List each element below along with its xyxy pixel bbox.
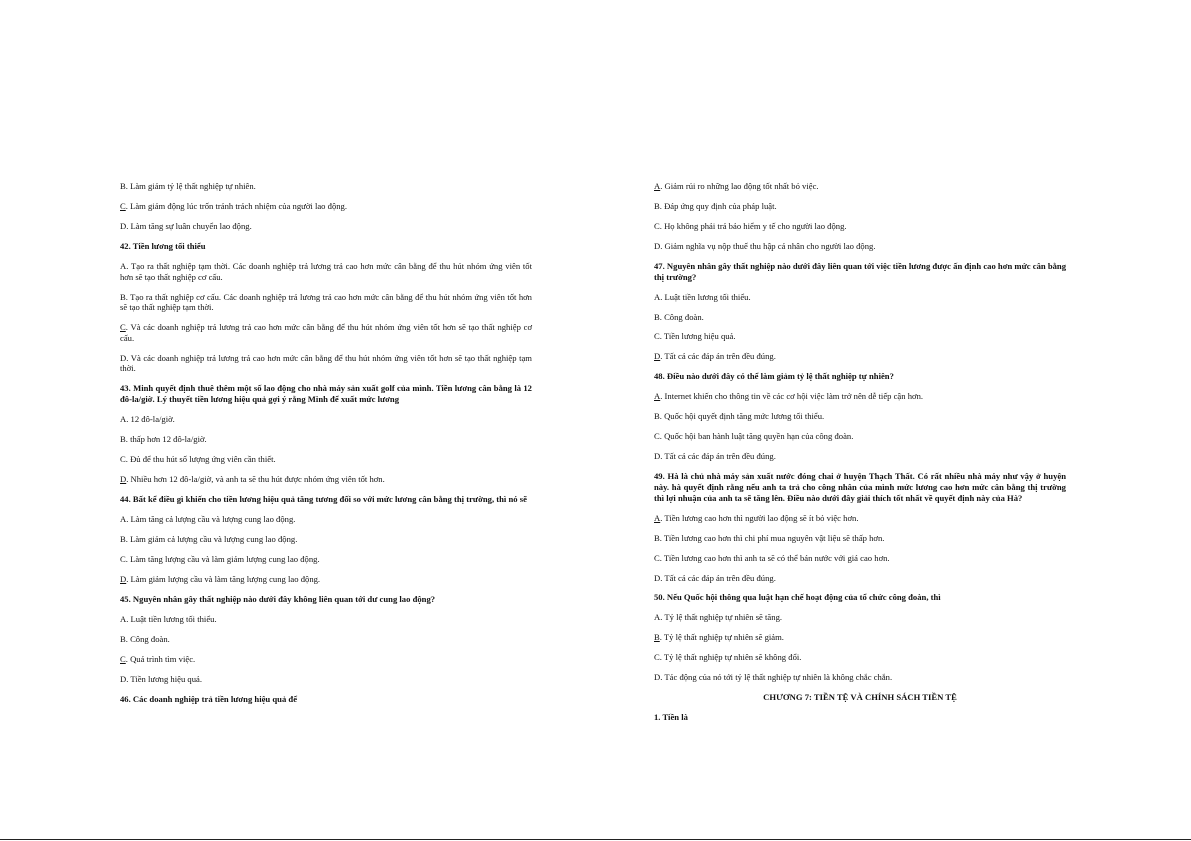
answer-option [654,351,1066,362]
option-letter: A [120,513,127,524]
option-letter: A [654,181,661,191]
answer-option [654,221,1066,232]
answer-option [120,534,532,545]
option-text: . Tiền lương cao hơn thì anh ta sẽ có thể bán nước với giá cao hơn. [659,552,890,563]
option-letter: B [120,181,126,191]
question-text: 42. Tiền lương tối thiểu [120,240,206,251]
option-text: . Tất cả các đáp án trên đều đúng. [660,451,776,462]
option-text: . Đủ để thu hút số lượng ứng viên cần thiết. [125,453,276,464]
option-text: . Nhiều hơn 12 đô-la/giờ, và anh ta sẽ thu hút được nhóm ứng viên tốt hơn. [126,473,385,484]
option-letter: D [654,240,661,251]
answer-option [654,331,1066,342]
option-letter: D [654,572,661,583]
question-text: 44. Bất kể điều gì khiến cho tiền lương hiệu quả tăng tương đối so với mức lương cân bằng thị trường, thì nó sẽ [120,493,527,504]
option-text: . Giảm rủi ro những lao động tốt nhất bỏ việc. [660,181,819,191]
question-text: 45. Nguyên nhân gây thất nghiệp nào dưới đây không liên quan tới dư cung lao động? [120,593,436,604]
option-text: . Làm giảm cả lượng cầu và lượng cung lao động. [125,533,298,544]
option-letter: B [120,533,126,544]
answer-option [120,201,532,212]
option-text: . thấp hơn 12 đô-la/giờ. [125,433,207,444]
option-letter: B [654,200,660,211]
option-text: . Tất cả các đáp án trên đều đúng. [660,572,776,583]
option-letter: D [654,672,661,683]
option-letter: B [654,532,660,543]
question-text: 48. Điều nào dưới đây có thể làm giảm tỷ lệ thất nghiệp tự nhiên? [654,371,894,382]
option-text: . Quốc hội ban hành luật tăng quyền hạn của công đoàn. [659,431,854,442]
option-text: . Công đoàn. [659,311,704,322]
question-text: 43. Minh quyết định thuê thêm một số lao động cho nhà máy sản xuất golf của mình. Tiền lương cân bằng là 12 đô-la/giờ. Lý thuyết tiền lương hiệu quả gợi ý rằng Minh để xuất mức lương [120,383,532,404]
answer-option [120,353,532,374]
option-letter: A [654,612,661,623]
option-letter: A [654,391,661,402]
answer-option [654,292,1066,303]
option-text: . Họ không phải trả bảo hiểm y tế cho người lao động. [659,220,847,231]
answer-option [120,181,532,192]
answer-option [120,674,532,685]
answer-option [654,312,1066,323]
answer-option [120,574,532,585]
question-text: 46. Các doanh nghiệp trả tiền lương hiệu quả để [120,693,298,704]
question-text: 50. Nếu Quốc hội thông qua luật hạn chế hoạt động của tổ chức công đoàn, thì [654,592,941,603]
option-text: . 12 đô-la/giờ. [126,413,175,424]
answer-option [120,614,532,625]
option-letter: C [120,553,126,564]
chapter-heading: CHƯƠNG 7: TIỀN TỆ VÀ CHÍNH SÁCH TIỀN TỆ [763,692,957,703]
option-text: . Làm tăng sự luân chuyển lao động. [126,220,252,231]
option-letter: C [654,652,660,663]
answer-option [120,221,532,232]
option-letter: C [654,220,660,231]
option-text: . Tất cả các đáp án trên đều đúng. [660,351,776,362]
answer-option [654,181,1066,192]
option-letter: B [654,311,660,322]
option-letter: B [120,291,126,302]
option-text: . Tạo ra thất nghiệp cơ cấu. Các doanh nghiệp trả lương trả cao hơn mức cân bằng để thu hút nhóm ứng viên tốt hơn sẽ tạo thất nghiệp tạm thời. [120,291,532,313]
option-text: . Và các doanh nghiệp trả lương trả cao hơn mức cân bằng để thu hút nhóm ứng viên tốt hơn sẽ tạo thất nghiệp cơ cấu. [120,322,532,343]
answer-option [120,474,532,485]
option-text: . Làm tăng cả lượng cầu và lượng cung lao động. [126,513,296,524]
option-letter: A [654,291,661,302]
option-text: . Tiền lương hiệu quả. [659,331,736,342]
answer-option [120,261,532,282]
option-text: . Làm giảm lượng cầu và làm tăng lượng cung lao động. [126,573,321,584]
answer-option [654,431,1066,442]
answer-option [120,322,532,343]
question-text: 49. Hà là chủ nhà máy sản xuất nước đóng chai ở huyện Thạch Thất. Có rất nhiều nhà máy như vậy ở huyện này. hà quyết định rằng nếu anh ta trả cho công nhân của mình mức lương cao hơn mức cân bằng thị trường thì lợi nhuận của anh ta sẽ tăng lên. Điều nào dưới đây giải thích tốt nhất về quyết định này của Hà? [654,471,1066,503]
option-text: . Tác động của nó tới tỷ lệ thất nghiệp tự nhiên là không chắc chắn. [660,672,893,683]
option-text: . Công đoàn. [125,633,170,644]
option-text: . Làm giảm động lúc trốn tránh trách nhiệm của người lao động. [125,200,348,211]
answer-option [120,554,532,565]
option-letter: D [120,473,127,484]
question-text: 1. Tiền là [654,712,688,722]
option-letter: C [120,200,126,211]
option-letter: A [654,512,661,523]
answer-option [654,391,1066,402]
option-letter: C [120,322,126,333]
option-text: . Tiền lương cao hơn thì chi phí mua nguyên vật liệu sẽ thấp hơn. [659,532,885,543]
option-text: . Tỷ lệ thất nghiệp tự nhiên sẽ tăng. [660,612,783,623]
option-text: . Tiền lương hiệu quả. [126,673,203,684]
option-letter: C [654,552,660,563]
left-column [120,181,532,714]
answer-option [654,201,1066,212]
answer-option [120,654,532,665]
answer-option [120,414,532,425]
answer-option [120,514,532,525]
option-text: . Giảm nghĩa vụ nộp thuế thu hập cá nhân cho người lao động. [660,240,876,251]
option-letter: A [120,613,127,624]
answer-option [120,292,532,313]
option-letter: D [654,351,661,362]
option-text: . Internet khiến cho thông tin về các cơ hội việc làm trở nên dễ tiếp cận hơn. [660,391,924,402]
option-letter: C [120,653,126,664]
answer-option [120,434,532,445]
option-text: . Làm giảm tỷ lệ thất nghiệp tự nhiên. [125,181,256,191]
option-letter: B [654,632,660,643]
option-letter: D [120,673,127,684]
option-letter: D [654,451,661,462]
answer-option [654,533,1066,544]
option-letter: A [120,260,127,271]
answer-option [654,241,1066,252]
option-text: . Đáp ứng quy định của pháp luật. [659,200,777,211]
option-text: . Tiền lương cao hơn thì người lao động sẽ ít bỏ việc hơn. [660,512,859,523]
option-text: . Luật tiền lương tối thiểu. [126,613,217,624]
answer-option [654,451,1066,462]
answer-option [654,612,1066,623]
question-text: 47. Nguyên nhân gây thất nghiệp nào dưới đây liên quan tới việc tiền lương được ấn định cao hơn mức cân bằng thị trường? [654,260,1067,282]
option-letter: D [120,573,127,584]
option-text: . Tỷ lệ thất nghiệp tự nhiên sẽ không đổi. [659,652,802,663]
option-letter: C [654,431,660,442]
option-letter: B [654,411,660,422]
option-text: . Quốc hội quyết định tăng mức lương tối thiểu. [659,411,825,422]
option-letter: B [120,433,126,444]
answer-option [654,513,1066,524]
answer-option [654,632,1066,643]
option-text: . Quá trình tìm việc. [125,653,196,664]
answer-option [654,411,1066,422]
option-letter: C [654,331,660,342]
option-text: . Và các doanh nghiệp trả lương trả cao hơn mức cân bằng để thu hút nhóm ứng viên tốt hơn sẽ tạo thất nghiệp tạm thời. [120,352,532,374]
right-column [654,181,1066,732]
answer-option [654,573,1066,584]
answer-option [654,672,1066,683]
option-letter: D [120,220,127,231]
option-letter: C [120,453,126,464]
answer-option [654,652,1066,663]
option-text: . Tỷ lệ thất nghiệp tự nhiên sẽ giảm. [659,632,784,643]
option-letter: D [120,352,127,363]
answer-option [120,634,532,645]
option-text: . Làm tăng lượng cầu và làm giảm lượng cung lao động. [125,553,320,564]
option-letter: A [120,413,127,424]
option-text: . Luật tiền lương tối thiểu. [660,291,751,302]
option-text: . Tạo ra thất nghiệp tạm thời. Các doanh nghiệp trả lương trả cao hơn mức cân bằng để thu hút nhóm ứng viên tốt hơn sẽ tạo thất nghiệp cơ cấu. [120,260,532,282]
answer-option [654,553,1066,564]
answer-option [120,454,532,465]
option-letter: B [120,633,126,644]
bottom-divider [0,839,1191,840]
